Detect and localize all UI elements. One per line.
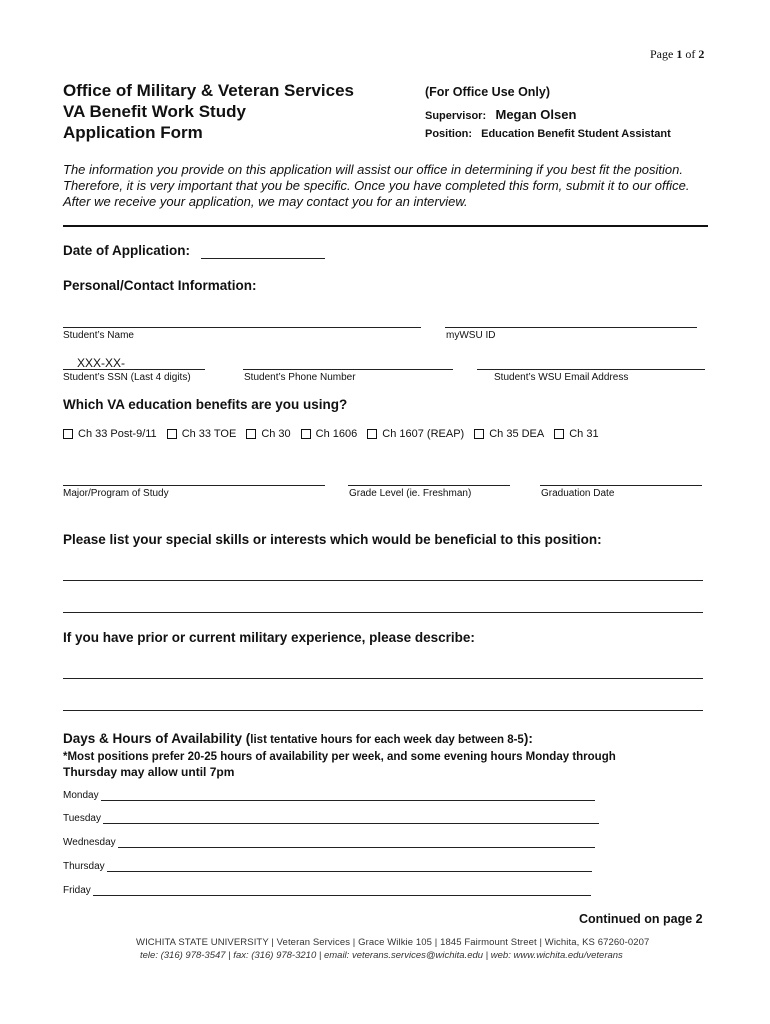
student-name-field[interactable]: [63, 327, 421, 328]
availability-heading-close: ):: [523, 731, 533, 746]
intro-paragraph: The information you provide on this application will assist our office in determining if you best fit the position. Therefore, it is very important that you be specific. Once you have completed this form, submit it to our office. After we receive your application, we may contact you for an interview.: [63, 162, 690, 209]
ssn-field[interactable]: [63, 369, 205, 370]
position-label: Position:: [425, 128, 473, 140]
benefit-label: Ch 1606: [315, 428, 358, 440]
military-answer-line-1[interactable]: [63, 678, 703, 679]
page-total: 2: [698, 47, 705, 61]
continued-note: Continued on page 2: [579, 912, 703, 926]
benefits-options: [63, 428, 609, 440]
title-line-3: Application Form: [63, 123, 203, 142]
checkbox-icon[interactable]: [367, 429, 377, 439]
page-prefix: Page: [650, 47, 674, 61]
checkbox-icon[interactable]: [301, 429, 311, 439]
day-label: Thursday: [63, 861, 105, 872]
benefit-option-ch31[interactable]: [554, 428, 598, 440]
checkbox-icon[interactable]: [167, 429, 177, 439]
availability-heading-note: list tentative hours for each week day between 8-5: [250, 734, 524, 746]
day-hours-field[interactable]: [118, 839, 595, 848]
benefits-question: Which VA education benefits are you using?: [63, 397, 348, 412]
benefit-option-ch30[interactable]: [246, 428, 290, 440]
benefit-label: Ch 35 DEA: [489, 428, 545, 440]
email-field[interactable]: [477, 369, 705, 370]
mywsu-id-field[interactable]: [445, 327, 697, 328]
ssn-caption: Student’s SSN (Last 4 digits): [63, 372, 191, 383]
checkbox-icon[interactable]: [474, 429, 484, 439]
graduation-date-field[interactable]: [540, 485, 702, 486]
student-name-caption: Student’s Name: [63, 330, 134, 341]
skills-answer-line-1[interactable]: [63, 580, 703, 581]
section-divider: [63, 225, 708, 227]
availability-wednesday[interactable]: [63, 837, 595, 848]
availability-tuesday[interactable]: [63, 813, 599, 824]
benefit-label: Ch 30: [261, 428, 291, 440]
personal-info-heading: Personal/Contact Information:: [63, 278, 257, 293]
benefit-option-ch1607[interactable]: [367, 428, 464, 440]
day-hours-field[interactable]: [93, 887, 591, 896]
office-use-heading: (For Office Use Only): [425, 85, 551, 99]
day-hours-field[interactable]: [103, 815, 599, 824]
day-hours-field[interactable]: [107, 863, 592, 872]
military-answer-line-2[interactable]: [63, 710, 703, 711]
page-of: of: [685, 47, 696, 61]
availability-heading: [63, 731, 533, 746]
availability-note-line-1: *Most positions prefer 20-25 hours of availability per week, and some evening hours Monday through: [63, 751, 616, 763]
benefit-label: Ch 33 Post-9/11: [78, 428, 157, 440]
supervisor-value: Megan Olsen: [495, 107, 577, 122]
availability-thursday[interactable]: [63, 861, 592, 872]
supervisor-row: [425, 107, 576, 122]
skills-question: Please list your special skills or interests which would be beneficial to this position:: [63, 532, 602, 547]
day-hours-field[interactable]: [101, 792, 595, 801]
day-label: Monday: [63, 790, 99, 801]
availability-note-line-2: Thursday may allow until 7pm: [63, 765, 235, 779]
benefit-option-ch33-post911[interactable]: [63, 428, 157, 440]
day-label: Friday: [63, 885, 91, 896]
date-of-application-label: Date of Application:: [63, 243, 190, 258]
ssn-prefill: XXX-XX-: [77, 356, 126, 370]
footer-contact: tele: (316) 978-3547 | fax: (316) 978-3210 | email: veterans.services@wichita.edu | web: www.wichita.edu/veterans: [140, 950, 623, 961]
major-field[interactable]: [63, 485, 325, 486]
checkbox-icon[interactable]: [63, 429, 73, 439]
footer-address: WICHITA STATE UNIVERSITY | Veteran Services | Grace Wilkie 105 | 1845 Fairmount Street | Wichita, KS 67260-0207: [136, 937, 650, 948]
supervisor-label: Supervisor:: [425, 110, 487, 122]
grade-level-caption: Grade Level (ie. Freshman): [349, 488, 472, 499]
checkbox-icon[interactable]: [246, 429, 256, 439]
page-current: 1: [676, 47, 683, 61]
availability-heading-bold: Days & Hours of Availability (: [63, 731, 251, 746]
position-row: [425, 128, 671, 140]
benefit-label: Ch 1607 (REAP): [382, 428, 465, 440]
form-title: [63, 80, 354, 143]
day-label: Tuesday: [63, 813, 101, 824]
benefit-option-ch33-toe[interactable]: [167, 428, 237, 440]
benefit-label: Ch 31: [569, 428, 599, 440]
mywsu-id-caption: myWSU ID: [446, 330, 496, 341]
phone-field[interactable]: [243, 369, 453, 370]
graduation-date-caption: Graduation Date: [541, 488, 615, 499]
position-value: Education Benefit Student Assistant: [481, 128, 671, 140]
availability-monday[interactable]: [63, 790, 595, 801]
title-line-2: VA Benefit Work Study: [63, 102, 246, 121]
benefit-option-ch1606[interactable]: [301, 428, 358, 440]
page-number: [650, 47, 704, 62]
day-label: Wednesday: [63, 837, 116, 848]
phone-caption: Student’s Phone Number: [244, 372, 356, 383]
major-caption: Major/Program of Study: [63, 488, 169, 499]
checkbox-icon[interactable]: [554, 429, 564, 439]
email-caption: Student’s WSU Email Address: [494, 372, 629, 383]
title-line-1: Office of Military & Veteran Services: [63, 81, 355, 100]
benefit-label: Ch 33 TOE: [181, 428, 237, 440]
military-question: If you have prior or current military experience, please describe:: [63, 630, 475, 645]
skills-answer-line-2[interactable]: [63, 612, 703, 613]
availability-friday[interactable]: [63, 885, 591, 896]
grade-level-field[interactable]: [348, 485, 510, 486]
date-of-application-field[interactable]: [201, 258, 325, 259]
availability-note: [63, 750, 616, 780]
benefit-option-ch35[interactable]: [474, 428, 544, 440]
